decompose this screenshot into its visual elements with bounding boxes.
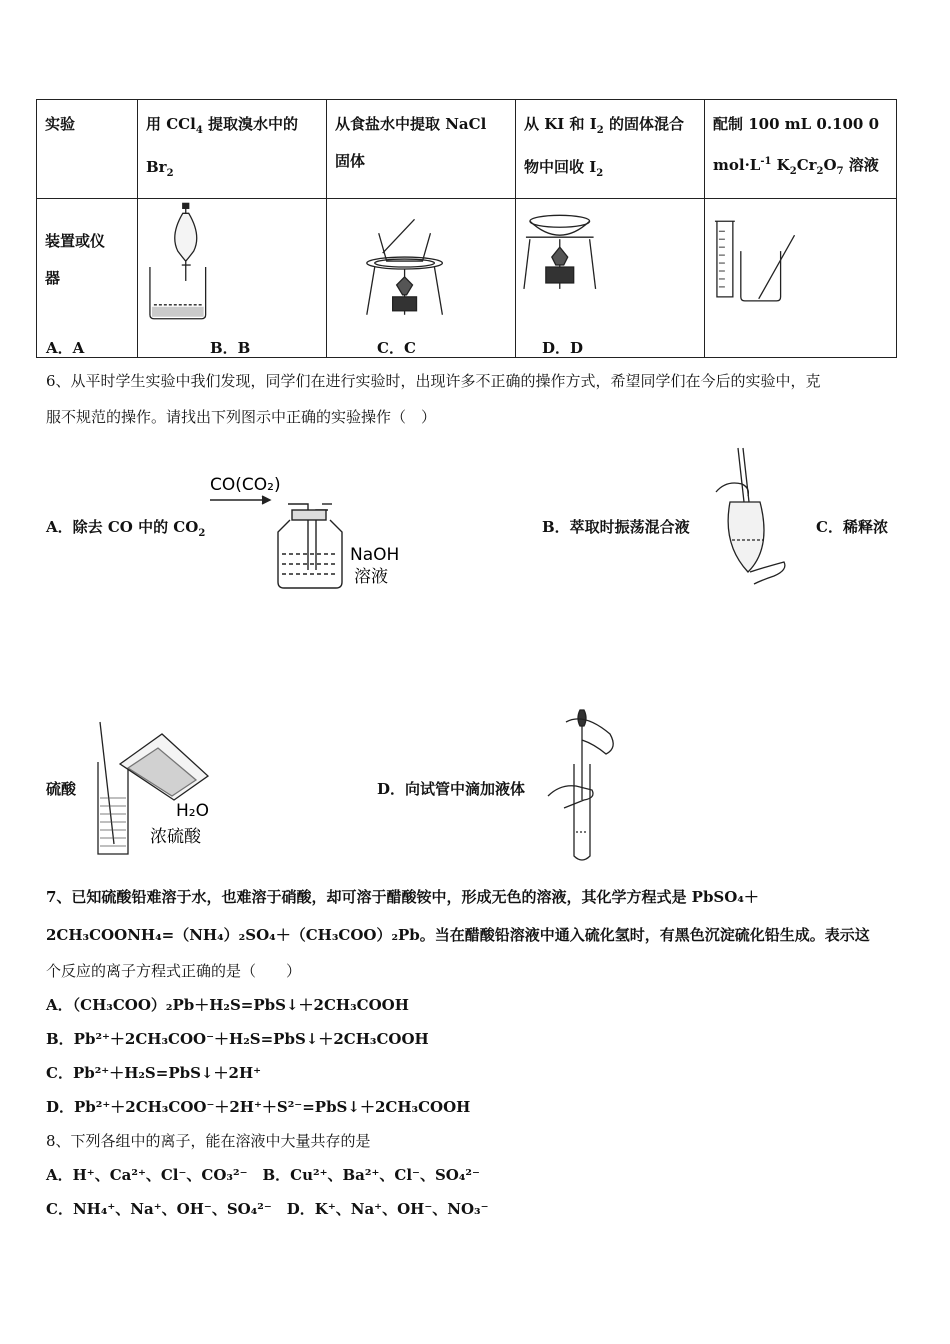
q5-option-d[interactable]: D．D xyxy=(542,339,584,357)
svg-text:溶液: 溶液 xyxy=(354,567,388,587)
cell-exp-d: 配制 100 mL 0.100 0 $mol\cdot L^{-1}$ $K_2Cr_2O_7$ 溶液 xyxy=(705,100,897,199)
q7-option-c[interactable]: C．Pb²⁺＋H₂S=PbS↓＋2H⁺ xyxy=(46,1064,262,1082)
q6-option-a[interactable]: A．除去 CO 中的 $CO_2$ xyxy=(46,518,206,539)
table-row xyxy=(37,100,897,199)
q6-option-d[interactable]: D．向试管中滴加液体 xyxy=(377,780,526,798)
q7-option-a[interactable]: A．（CH₃COO）₂Pb＋H₂S=PbS↓＋2CH₃COOH xyxy=(46,996,409,1014)
cell-exp-a: 用 CCl$_4$ 提取溴水中的 $Br_2$ xyxy=(138,100,327,199)
q7-option-d[interactable]: D．Pb²⁺＋2CH₃COO⁻＋2H⁺＋S²⁻=PbS↓＋2CH₃COOH xyxy=(46,1098,471,1116)
svg-text:CO(CO₂): CO(CO₂) xyxy=(210,475,281,495)
evaporation-figure xyxy=(327,199,515,345)
svg-text:NaOH: NaOH xyxy=(350,545,400,565)
cell-apparatus-b xyxy=(327,199,516,358)
row-header-experiment: 实验 xyxy=(37,100,138,199)
q5-option-c[interactable]: C．C xyxy=(377,339,416,357)
experiment-table xyxy=(36,99,897,358)
q6-option-c[interactable]: C．稀释浓 xyxy=(816,518,888,536)
cell-apparatus-c xyxy=(516,199,705,358)
cell-apparatus-a xyxy=(138,199,327,358)
q7-stem-line3: 个反应的离子方程式正确的是（ ） xyxy=(46,962,302,980)
dilution-figure xyxy=(92,718,242,864)
q8-options-cd[interactable]: C．NH₄⁺、Na⁺、OH⁻、SO₄²⁻ D．K⁺、Na⁺、OH⁻、NO₃⁻ xyxy=(46,1200,489,1218)
q5-option-a[interactable]: A．A xyxy=(46,339,85,357)
dropper-test-tube-figure xyxy=(540,704,630,864)
svg-text:浓硫酸: 浓硫酸 xyxy=(150,827,201,847)
q6-option-b[interactable]: B．萃取时振荡混合液 xyxy=(542,518,690,536)
shaking-funnel-figure xyxy=(702,444,802,594)
q8-stem: 8、下列各组中的离子，能在溶液中大量共存的是 xyxy=(46,1132,371,1150)
cell-exp-c: 从 KI 和 $I_2$ 的固体混合 物中回收 $I_2$ xyxy=(516,100,705,199)
separatory-funnel-figure xyxy=(138,199,326,345)
svg-text:H₂O: H₂O xyxy=(176,801,209,821)
q6-option-c-cont: 硫酸 xyxy=(46,780,77,798)
q7-stem-line2: 2CH₃COONH₄=（NH₄）₂SO₄＋（CH₃COO）₂Pb。当在醋酸铅溶液中通入硫化氢时，有黑色沉淀硫化铅生成。表示这 xyxy=(46,926,870,944)
q6-stem-line1: 6、从平时学生实验中我们发现，同学们在进行实验时，出现许多不正确的操作方式，希望同学们在今后的实验中，克 xyxy=(46,372,821,390)
q7-stem-line1: 7、已知硫酸铅难溶于水，也难溶于硝酸，却可溶于醋酸铵中，形成无色的溶液，其化学方程式是 PbSO₄＋ xyxy=(46,888,759,906)
q6-stem-line2: 服不规范的操作。请找出下列图示中正确的实验操作（ ） xyxy=(46,408,437,426)
cell-exp-b: 从食盐水中提取 NaCl 固体 xyxy=(327,100,516,199)
q5-option-b[interactable]: B．B xyxy=(210,339,251,357)
row-header-apparatus: 装置或仪 器 xyxy=(37,199,138,358)
table-row xyxy=(37,199,897,358)
q7-option-b[interactable]: B．Pb²⁺＋2CH₃COO⁻＋H₂S=PbS↓＋2CH₃COOH xyxy=(46,1030,429,1048)
cell-apparatus-d xyxy=(705,199,897,358)
gas-washing-bottle-figure xyxy=(208,470,418,592)
solution-prep-figure xyxy=(705,199,896,345)
sublimation-figure xyxy=(516,199,704,345)
q8-options-ab[interactable]: A．H⁺、Ca²⁺、Cl⁻、CO₃²⁻ B．Cu²⁺、Ba²⁺、Cl⁻、SO₄²⁻ xyxy=(46,1166,480,1184)
